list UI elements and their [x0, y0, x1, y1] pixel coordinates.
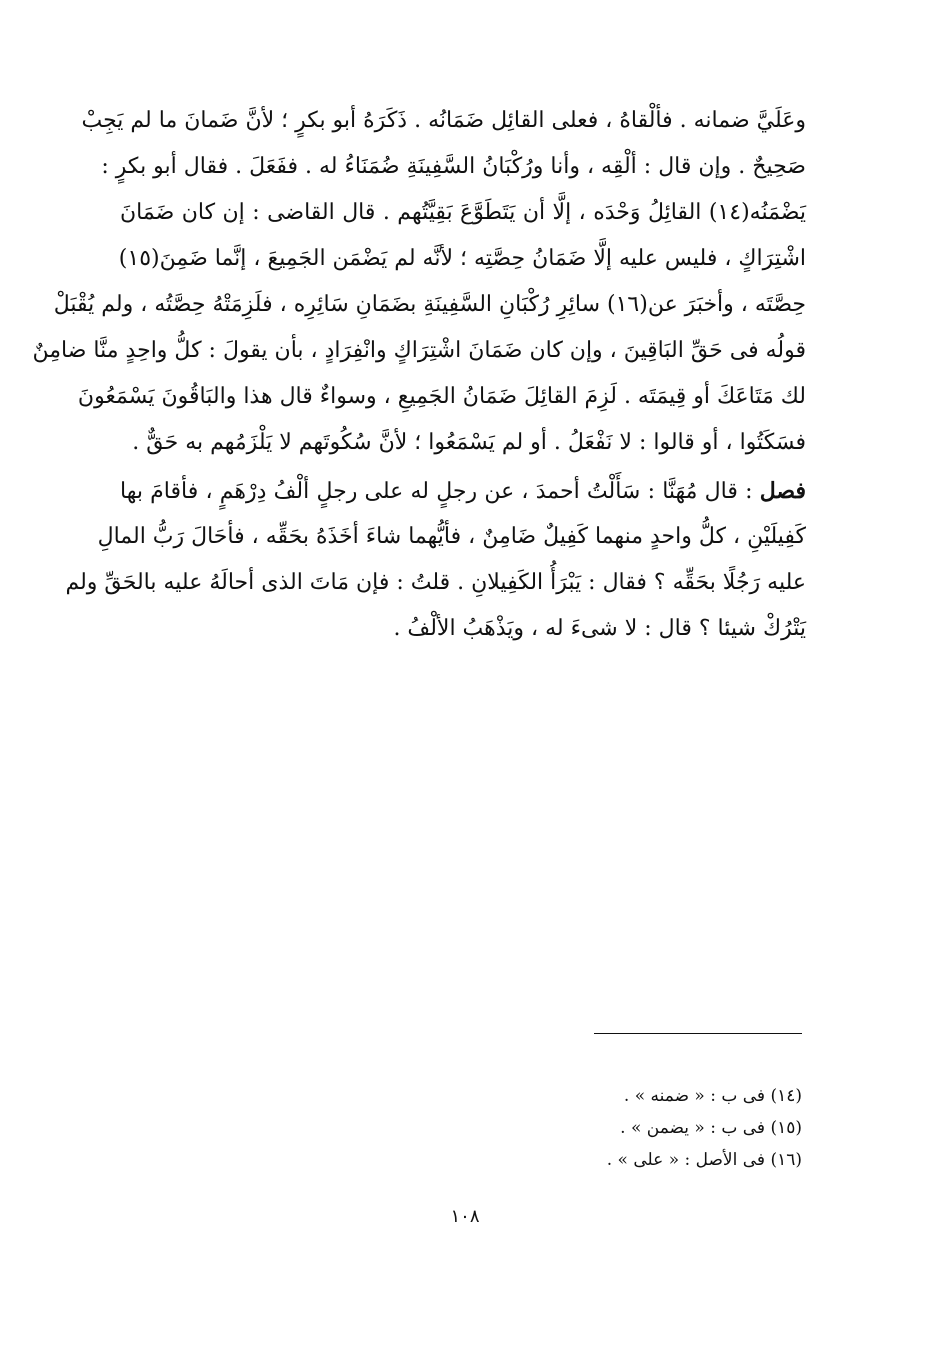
text-line: لك مَتَاعَكَ أو قِيمَتَه . لَزِمَ القائِلَ ضَمَانُ الجَمِيعِ ، وسواءٌ قال هذا والبَاقُونَ يَسْمَعُونَ — [77, 384, 806, 409]
page-number: ١٠٨ — [450, 1206, 480, 1227]
section-heading: فصل — [759, 478, 806, 504]
text-line: فسَكَتُوا ، أو قالوا : لا نَفْعَلُ . أو لم يَسْمَعُوا ؛ لأنَّ سُكُوتَهم لا يَلْزَمُهم به حَقٌّ . — [132, 430, 806, 455]
footnote: (١٤) فى ب : « ضمنه » . — [623, 1086, 802, 1106]
footnote-divider — [594, 1033, 802, 1034]
text-line: حِصَّتَه ، وأخبَرَ عن(١٦) سائِرِ رُكْبَانِ السَّفِينَةِ بضَمَانِ سَائِرِه ، فلَزِمَتْهُ حِصَّتُه ، ولم يُقْبَلْ — [53, 292, 806, 317]
text-line: وعَلَيَّ ضمانه . فألْقاهُ ، فعلى القائِل ضَمَانُه . ذَكَرَهُ أبو بكرٍ ؛ لأنَّ ضَمانَ ما لم يَجِبْ — [81, 108, 806, 133]
text-line: اشْتِرَاكٍ ، فليس عليه إلَّا ضَمَانُ حِصَّتِه ؛ لأنَّه لم يَضْمَن الجَمِيعَ ، إنَّما ضَمِنَ(١٥) — [118, 246, 806, 271]
footnote: (١٦) فى الأصل : « على » . — [606, 1150, 802, 1170]
text-line: يَضْمَنُه(١٤) القائِلُ وَحْدَه ، إلَّا أن يَتَطَوَّعَ بَقِيَّتُهم . قال القاضى : إن كان ضَمَانَ — [120, 200, 806, 225]
text-line: صَحِيحٌ . وإن قال : ألْقِه ، وأنا ورُكْبَانُ السَّفِينَةِ ضُمَنَاءُ له . ففَعَلَ . فقال أبو بكرٍ : — [101, 154, 806, 179]
footnotes — [480, 1080, 802, 1176]
text-line: قولُه فى حَقِّ البَاقِينَ ، وإن كان ضَمَانَ اشْتِرَاكٍ وانْفِرَادٍ ، بأن يقولَ : كلُّ واحِدٍ منَّا ضامِنٌ — [32, 338, 806, 363]
paragraph-1 — [32, 98, 806, 466]
text-line: كَفِيلَيْنِ ، كلُّ واحدٍ منهما كَفِيلٌ ضَامِنٌ ، فأيُّهما شاءَ أخَذَهُ بحَقِّه ، فأحَالَ رَبُّ المالِ — [97, 524, 806, 549]
text-segment: : قال مُهَنَّا : سَأَلْتُ أحمدَ ، عن رجلٍ له على رجلٍ ألْفُ دِرْهَمٍ ، فأقامَ بها — [120, 479, 760, 504]
text-line: عليه رَجُلًا بحَقِّه ؟ فقال : يَبْرَأُ الكَفِيلانِ . قلتُ : فإن مَاتَ الذى أحالَهُ عليه بالحَقِّ ولم — [65, 570, 806, 595]
text-line: يَتْرُكْ شيئا ؟ قال : لا شىءَ له ، ويَذْهَبُ الألْفُ . — [393, 616, 806, 641]
footnote: (١٥) فى ب : « يضمن » . — [620, 1118, 802, 1138]
text-line — [120, 468, 806, 514]
paragraph-2 — [65, 468, 806, 652]
